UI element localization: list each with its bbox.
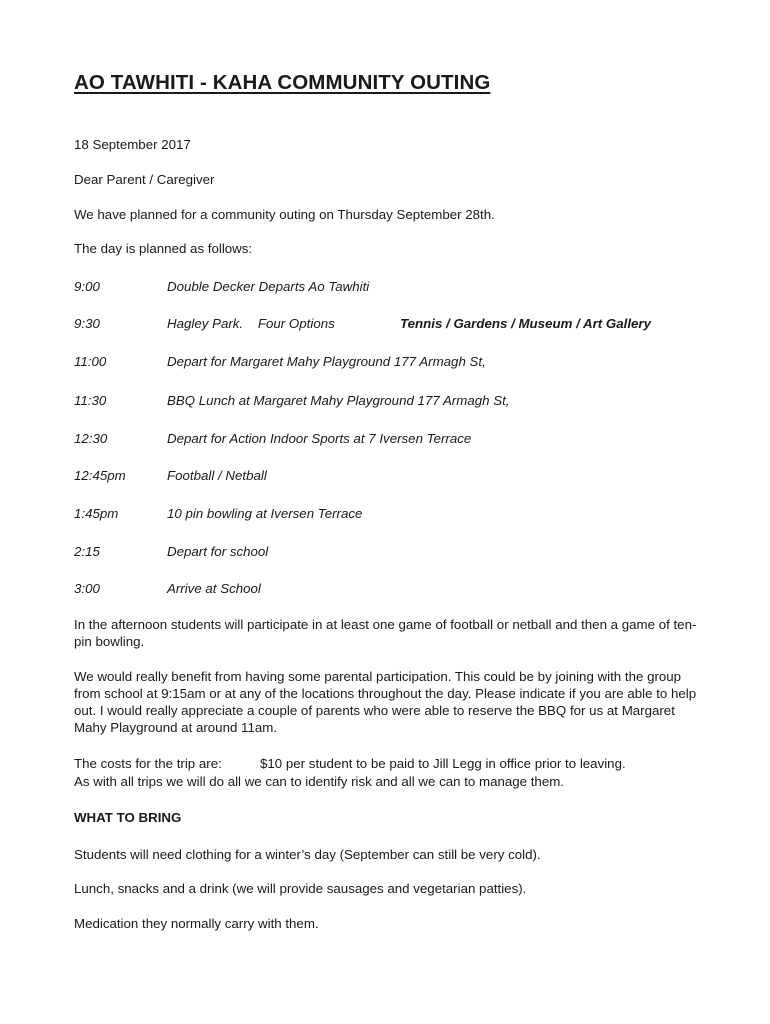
schedule-options: Tennis / Gardens / Museum / Art Gallery [400,316,651,331]
schedule-time: 9:00 [74,279,100,294]
schedule-row [74,278,704,296]
schedule-activity: Double Decker Departs Ao Tawhiti [167,279,370,294]
intro-text: We have planned for a community outing on Thursday September 28th. [74,207,495,222]
schedule-row [74,315,704,333]
bring-item: Lunch, snacks and a drink (we will provide sausages and vegetarian patties). [74,881,527,896]
schedule-intro: The day is planned as follows: [74,241,253,256]
risk-line: As with all trips we will do all we can to identify risk and all we can to manage them. [74,774,564,789]
bring-item: Medication they normally carry with them. [74,916,319,931]
schedule-activity: Depart for Action Indoor Sports at 7 Iversen Terrace [167,431,472,446]
schedule-time: 11:30 [74,393,107,408]
schedule-time: 9:30 [74,316,100,331]
costs-line [74,755,704,772]
afternoon-paragraph: In the afternoon students will participate in at least one game of football or netball and then a game of ten-pin bowling. [74,617,697,649]
participation-paragraph: We would really benefit from having some parental participation. This could be by joining with the group from school at 9:15am or at any of the locations throughout the day. Please indicate if you are able to help out. I would really appreciate a couple of parents who were able to reserve the BBQ for us at Margaret Mahy Playground at around 11am. [74,669,697,735]
schedule-row [74,392,704,410]
letter-date: 18 September 2017 [74,137,191,152]
schedule-row [74,580,704,598]
schedule-activity: Depart for Margaret Mahy Playground 177 Armagh St, [167,354,486,369]
what-to-bring-heading: WHAT TO BRING [74,810,182,825]
bring-item: Students will need clothing for a winter’s day (September can still be very cold). [74,847,541,862]
schedule-activity: Depart for school [167,544,269,559]
schedule-activity: Football / Netball [167,468,267,483]
salutation: Dear Parent / Caregiver [74,172,215,187]
schedule-row [74,353,704,371]
costs-amount: $10 per student to be paid to Jill Legg in office prior to leaving. [260,756,626,771]
schedule-row [74,543,704,561]
schedule-time: 12:30 [74,431,108,446]
schedule-row [74,430,704,448]
schedule-activity: BBQ Lunch at Margaret Mahy Playground 177 Armagh St, [167,393,510,408]
schedule-time: 1:45pm [74,506,119,521]
schedule-activity: Hagley Park. Four Options [167,316,335,331]
schedule-activity: Arrive at School [167,581,261,596]
costs-label: The costs for the trip are: [74,756,222,771]
schedule-time: 12:45pm [74,468,126,483]
schedule-time: 2:15 [74,544,100,559]
schedule-time: 3:00 [74,581,100,596]
schedule-activity: 10 pin bowling at Iversen Terrace [167,506,363,521]
document-title: AO TAWHITI - KAHA COMMUNITY OUTING [74,71,491,94]
schedule-time: 11:00 [74,354,107,369]
schedule-row [74,467,704,485]
schedule-row [74,505,704,523]
